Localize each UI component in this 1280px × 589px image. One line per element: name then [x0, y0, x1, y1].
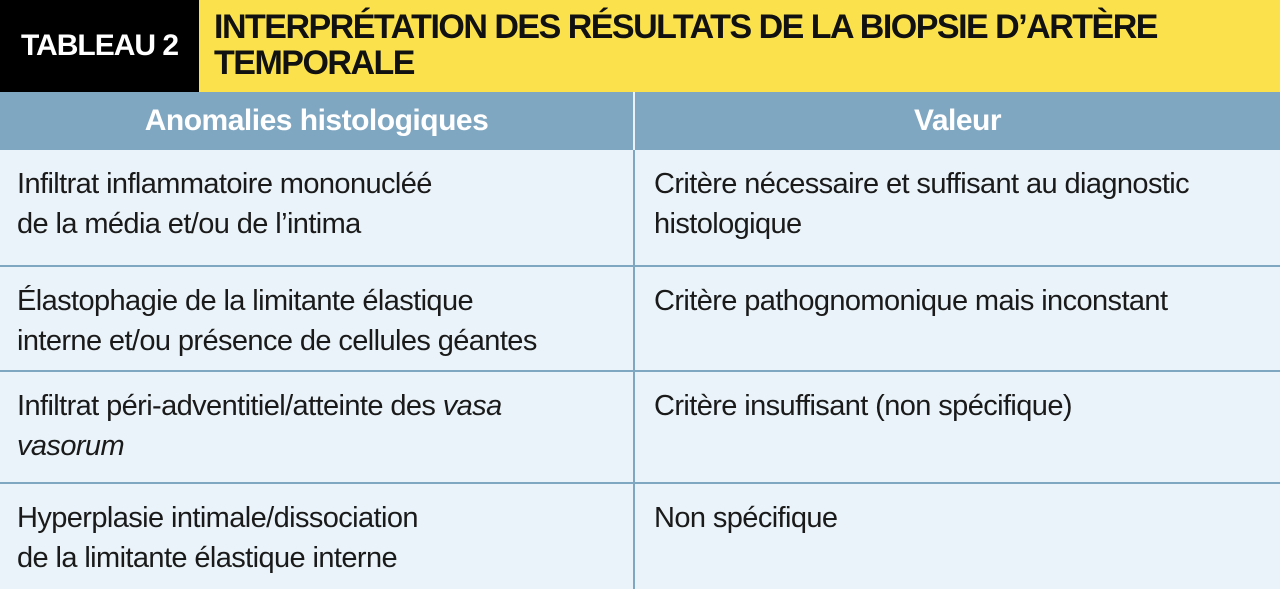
results-table — [0, 92, 1280, 589]
anomaly-line: interne et/ou présence de cellules géantes — [17, 325, 537, 357]
table-title-line-1: INTERPRÉTATION DES RÉSULTATS DE LA BIOPSIE D’ARTÈRE — [214, 8, 1157, 46]
anomaly-text: Infiltrat péri-adventitiel/atteinte des — [17, 390, 443, 422]
table-number-label — [0, 0, 199, 92]
value-line: histologique — [654, 208, 802, 240]
anomaly-cell — [0, 266, 634, 371]
anomaly-cell — [0, 483, 634, 589]
table-row — [0, 371, 1280, 483]
value-cell — [634, 150, 1280, 266]
anomaly-line: Infiltrat inflammatoire mononucléé — [17, 168, 432, 200]
value-cell — [634, 371, 1280, 483]
table-title-line-2: TEMPORALE — [214, 44, 414, 82]
anomaly-text-italic: vasa — [442, 390, 502, 422]
anomaly-line — [17, 386, 633, 426]
anomaly-cell — [0, 150, 634, 266]
column-header-anomalies: Anomalies histologiques — [0, 92, 634, 150]
anomaly-line: de la limitante élastique interne — [17, 542, 397, 574]
value-line: Critère pathognomonique mais inconstant — [654, 285, 1168, 317]
value-cell — [634, 483, 1280, 589]
anomaly-line: Hyperplasie intimale/dissociation — [17, 502, 418, 534]
table-row — [0, 150, 1280, 266]
table-header-row — [0, 92, 1280, 150]
value-cell — [634, 266, 1280, 371]
anomaly-line: vasorum — [17, 430, 124, 462]
anomaly-cell — [0, 371, 634, 483]
table-row — [0, 266, 1280, 371]
value-line: Critère insuffisant (non spécifique) — [654, 390, 1072, 422]
table-number-text: TABLEAU 2 — [20, 29, 179, 62]
anomaly-line: Élastophagie de la limitante élastique — [17, 285, 474, 317]
title-bar — [0, 0, 1280, 92]
table-row — [0, 483, 1280, 589]
table-title — [214, 9, 1264, 81]
value-line: Critère nécessaire et suffisant au diagnostic — [654, 168, 1190, 200]
anomaly-line: de la média et/ou de l’intima — [17, 208, 361, 240]
column-header-valeur: Valeur — [634, 92, 1280, 150]
value-line: Non spécifique — [654, 502, 838, 534]
